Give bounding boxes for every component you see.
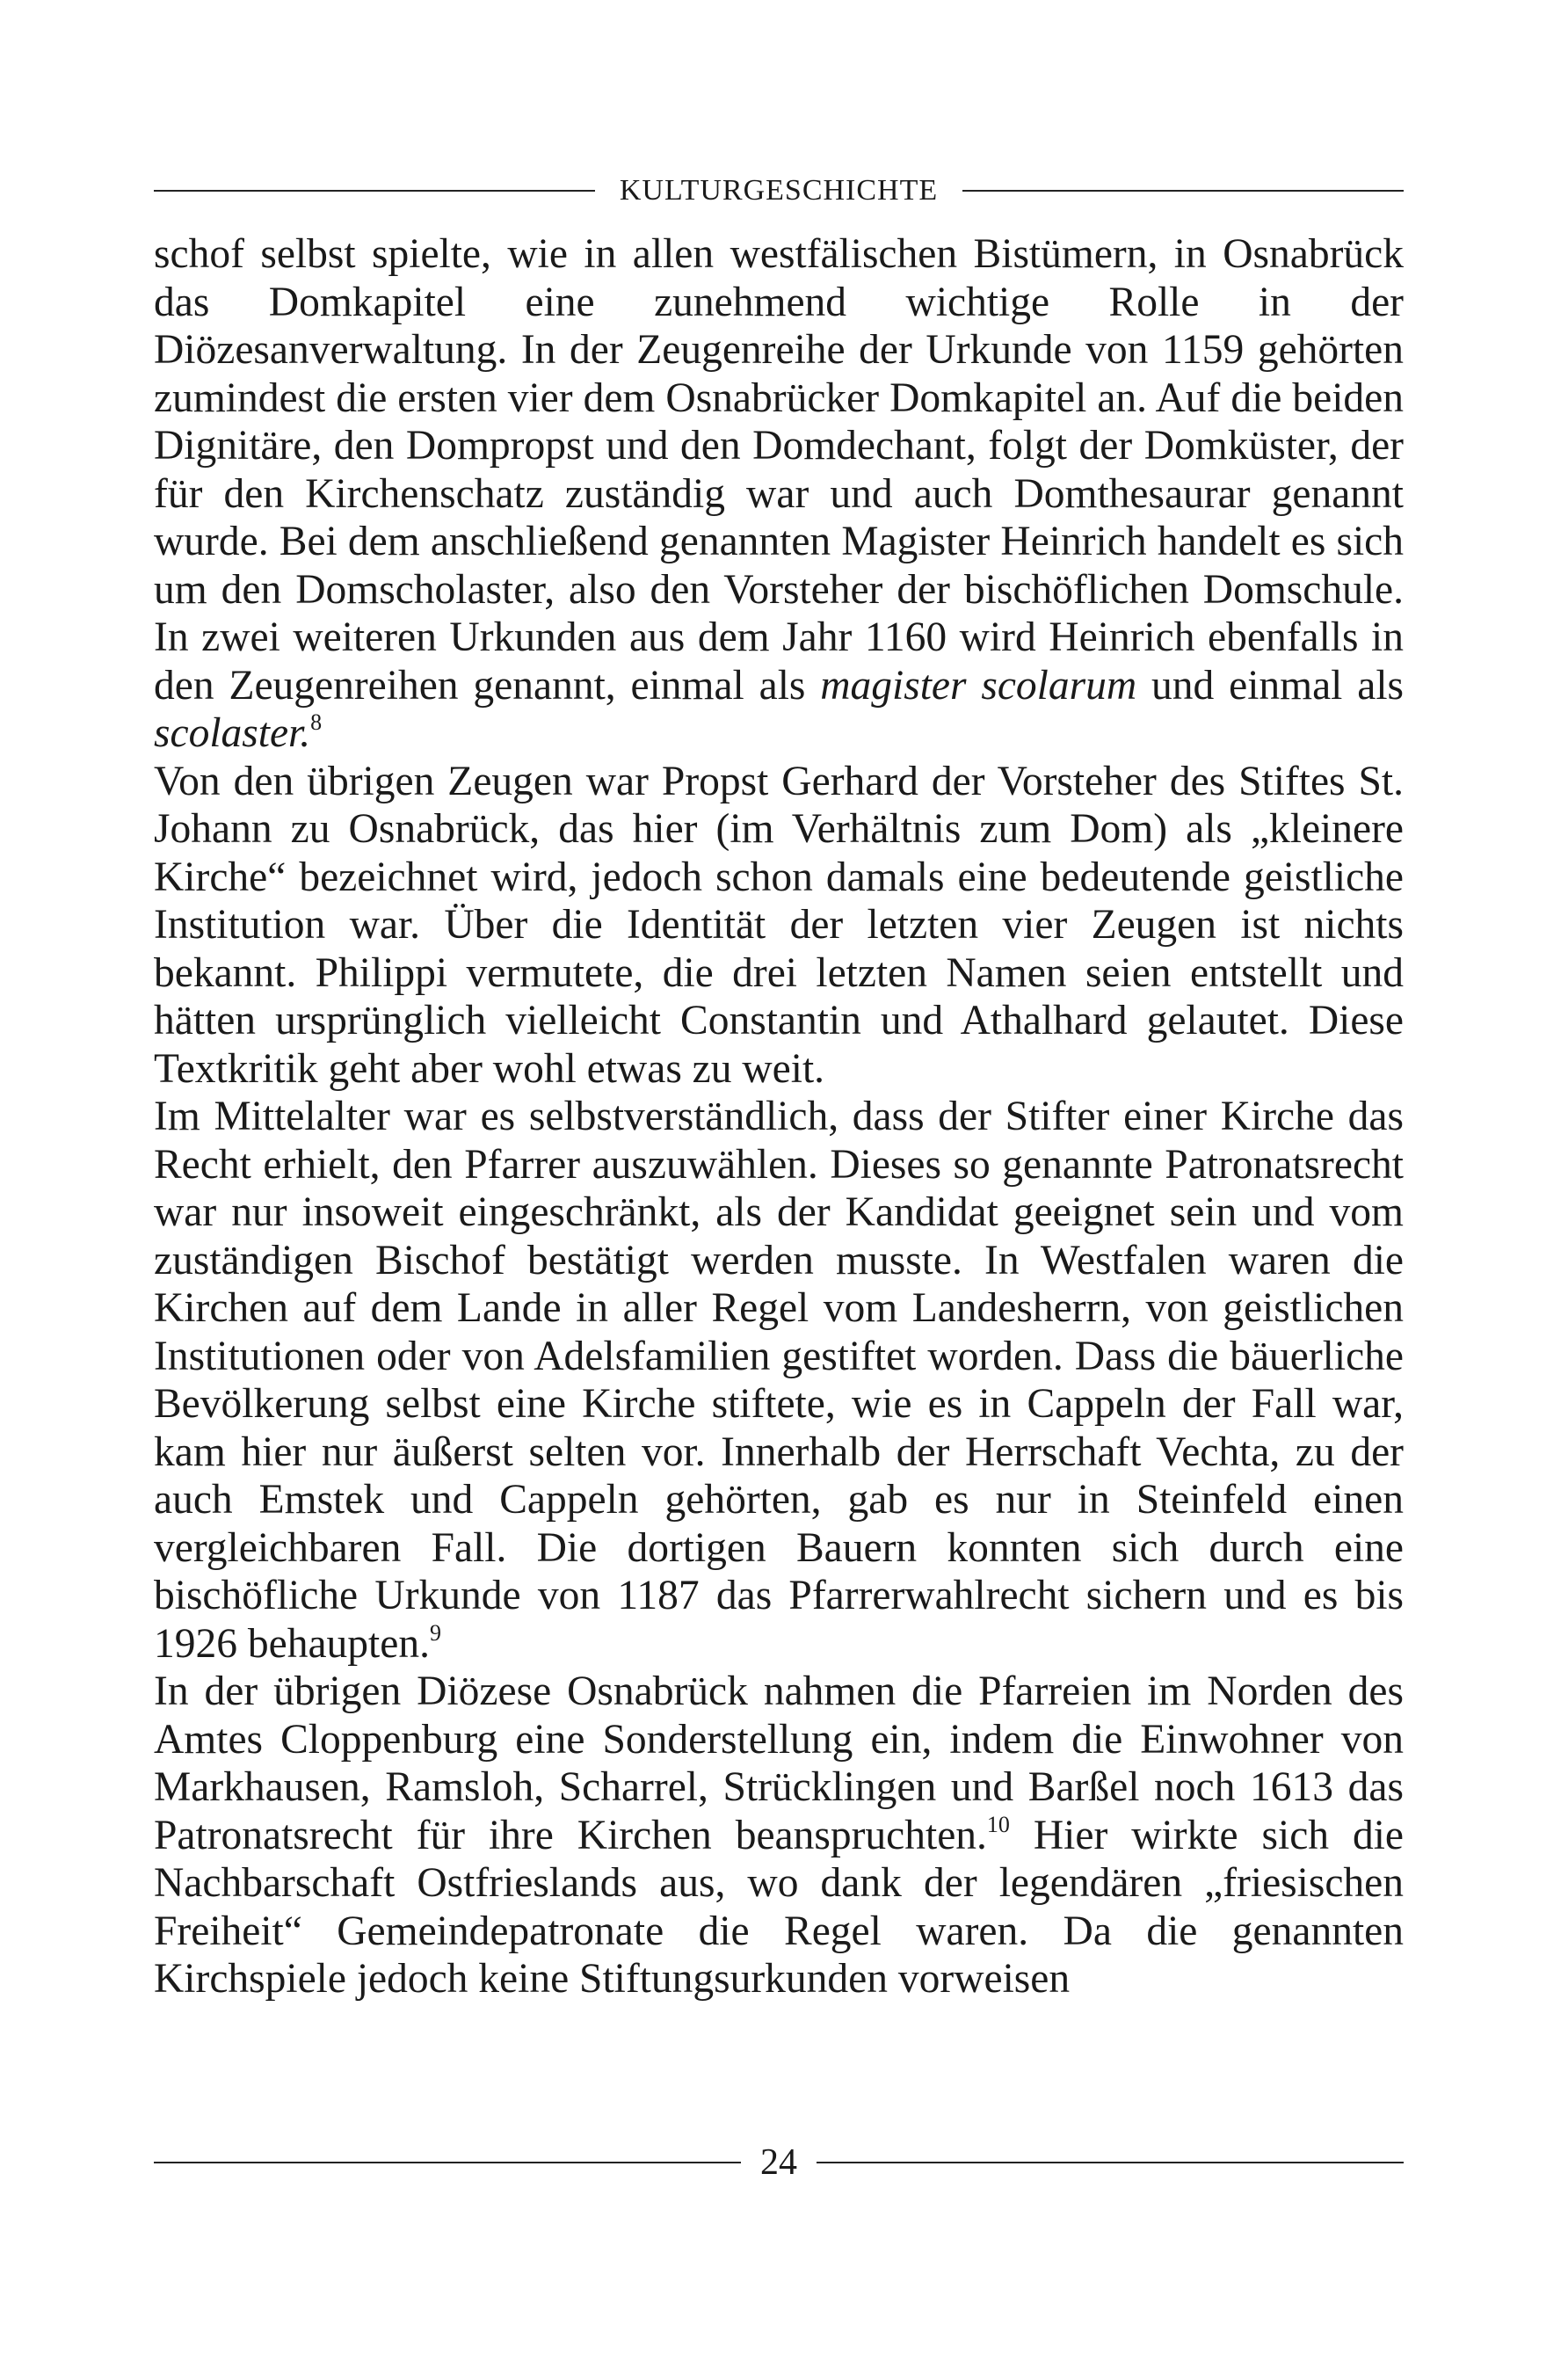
paragraph (154, 1668, 1404, 2003)
footnote-marker: 10 (986, 1811, 1010, 1837)
italic-term: scolaster. (154, 710, 311, 756)
body-text (154, 230, 1404, 2003)
text-run: Von den übrigen Zeugen war Propst Gerhard der Vorsteher des Stiftes St. Johann zu Osnabrück, das hier (im Verhältnis zum Dom) als „kleinere Kirche“ bezeichnet wird, jedoch schon damals eine bedeutende geistliche Institution war. Über die Identität der letzten vier Zeugen ist nichts bekannt. Philippi vermutete, die drei letzten Namen seien entstellt und hätten ursprünglich vielleicht Constantin und Athalhard gelautet. Diese Textkritik geht aber wohl etwas zu weit. (154, 758, 1404, 1092)
page-footer (154, 2138, 1404, 2187)
text-run: Hier wirkte sich die Nachbarschaft Ostfrieslands aus, wo dank der legendären „friesischen Freiheit“ Gemeindepatronate die Regel waren. Da die genannten Kirchspiele jedoch keine Stiftungsurkunden vorweisen (154, 1812, 1404, 2002)
text-run: Im Mittelalter war es selbstverständlich, dass der Stifter einer Kirche das Recht erhielt, den Pfarrer auszuwählen. Dieses so genannte Patronatsrecht war nur insoweit eingeschränkt, als der Kandidat geeignet sein und vom zuständigen Bischof bestätigt werden musste. In Westfalen waren die Kirchen auf dem Lande in aller Regel vom Landesherrn, von geistlichen Institutionen oder von Adelsfamilien gestiftet worden. Dass die bäuerliche Bevölkerung selbst eine Kirche stiftete, wie es in Cappeln der Fall war, kam hier nur äußerst selten vor. Innerhalb der Herrschaft Vechta, zu der auch Emstek und Cappeln gehörten, gab es nur in Steinfeld einen vergleichbaren Fall. Die dortigen Bauern konnten sich durch eine bischöfliche Urkunde von 1187 das Pfarrerwahlrecht sichern und es bis 1926 behaupten. (154, 1094, 1404, 1667)
paragraph (154, 230, 1404, 758)
text-run: und einmal als (1136, 662, 1404, 709)
running-title: KULTURGESCHICHTE (619, 174, 939, 207)
text-run: schof selbst spielte, wie in allen westfälischen Bistümern, in Osnabrück das Domkapitel eine zunehmend wichtige Rolle in der Diözesanverwaltung. In der Zeugenreihe der Urkunde von 1159 gehörten zumindest die ersten vier dem Osnabrücker Domkapitel an. Auf die beiden Dignitäre, den Dompropst und den Domdechant, folgt der Domküster, der für den Kirchenschatz zuständig war und auch Domthesaurar genannt wurde. Bei dem anschließend genannten Magister Heinrich handelt es sich um den Domscholaster, also den Vorsteher der bischöflichen Domschule. In zwei weiteren Urkunden aus dem Jahr 1160 wird Heinrich ebenfalls in den Zeugenreihen genannt, einmal als (154, 231, 1404, 709)
footnote-marker: 9 (429, 1619, 441, 1646)
italic-term: magister scolarum (820, 662, 1137, 709)
footer-rule-left (154, 2162, 741, 2163)
running-header (154, 169, 1404, 213)
page-number: 24 (760, 2142, 797, 2183)
footnote-marker: 8 (310, 709, 323, 736)
header-rule-right (962, 190, 1404, 192)
text-run: In der übrigen Diözese Osnabrück nahmen die Pfarreien im Norden des Amtes Cloppenburg eine Sonderstellung ein, indem die Einwohner von Markhausen, Ramsloh, Scharrel, Strücklingen und Barßel noch 1613 das Patronatsrecht für ihre Kirchen beanspruchten. (154, 1668, 1404, 1858)
paragraph (154, 1093, 1404, 1668)
header-rule-left (154, 190, 595, 192)
paragraph (154, 758, 1404, 1094)
footer-rule-right (817, 2162, 1404, 2163)
